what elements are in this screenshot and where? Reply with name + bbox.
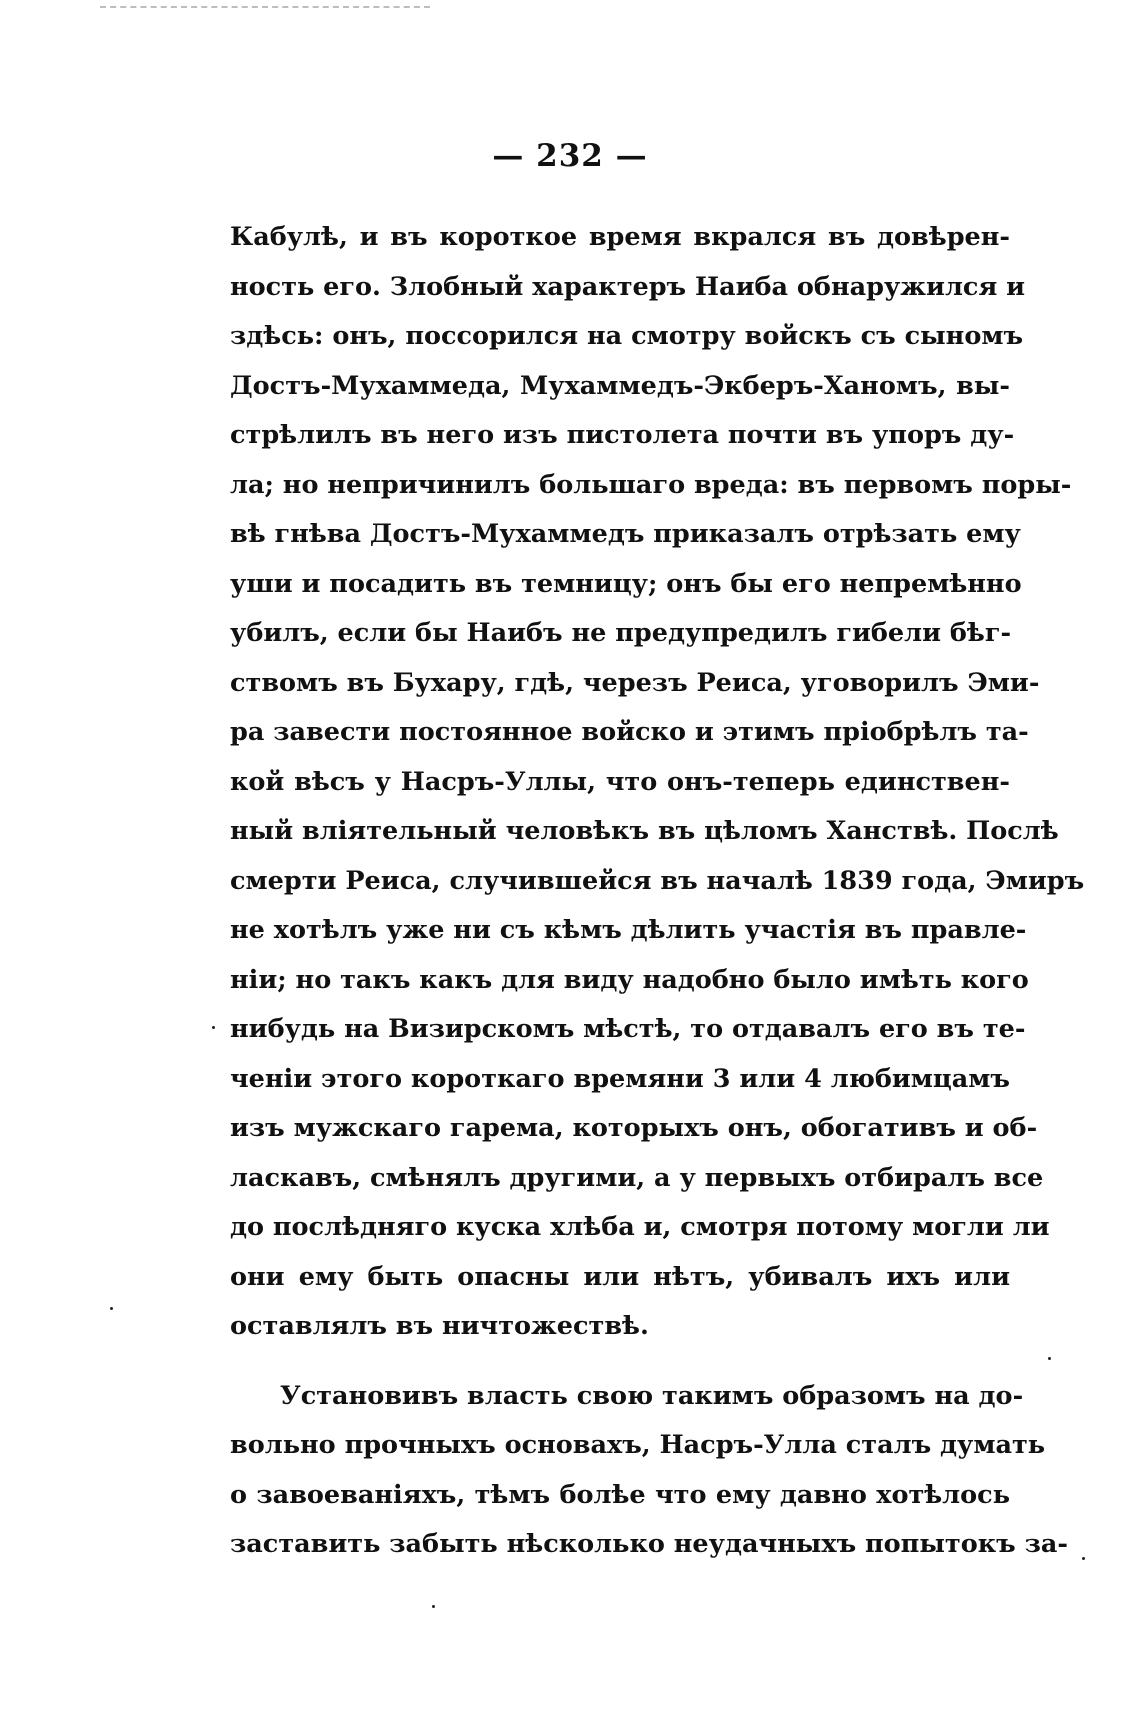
top-edge-rule	[100, 6, 430, 8]
print-speck	[432, 1605, 435, 1608]
text-line: Кабулѣ, и въ короткое время вкрался въ довѣрен-	[230, 222, 1010, 252]
paragraph	[230, 213, 1085, 1352]
text-line: не хотѣлъ уже ни съ кѣмъ дѣлить участія въ правле-	[230, 915, 1027, 945]
text-line: уши и посадить въ темницу; онъ бы его непремѣнно	[230, 568, 1022, 599]
text-line: изъ мужскаго гарема, которыхъ онъ, обогативъ и об-	[230, 1113, 1038, 1143]
text-line: вольно прочныхъ основахъ, Насръ-Улла сталъ думать	[230, 1430, 1046, 1460]
text-line: до послѣдняго куска хлѣба и, смотря потому могли ли	[230, 1212, 1050, 1242]
text-line: ность его. Злобный характеръ Наиба обнаружился и	[230, 271, 1026, 302]
print-speck	[110, 1307, 113, 1310]
text-line: смерти Реиса, случившейся въ началѣ 1839 года, Эмиръ	[230, 865, 1085, 896]
text-line: Установивъ власть свою такимъ образомъ на до-	[280, 1380, 1024, 1411]
text-line: ствомъ въ Бухару, гдѣ, черезъ Реиса, уговорилъ Эми-	[230, 667, 1040, 698]
text-line: нибудь на Визирскомъ мѣстѣ, то отдавалъ его въ те-	[230, 1014, 1026, 1044]
text-line: ласкавъ, смѣнялъ другими, а у первыхъ отбиралъ все	[230, 1162, 1044, 1193]
text-line: здѣсь: онъ, поссорился на смотру войскъ съ сыномъ	[230, 321, 1024, 351]
paragraph-gap	[230, 1352, 1010, 1372]
body-text	[230, 213, 1085, 1570]
text-line: Достъ-Мухаммеда, Мухаммедъ-Экберъ-Ханомъ, вы-	[230, 370, 1010, 401]
text-line: ра завести постоянное войско и этимъ пріобрѣлъ та-	[230, 717, 1029, 747]
text-line: ла; но непричинилъ большаго вреда: въ первомъ поры-	[230, 469, 1072, 500]
text-line: о завоеваніяхъ, тѣмъ болѣе что ему давно хотѣлось	[230, 1479, 1010, 1510]
text-line: кой вѣсъ у Насръ-Уллы, что онъ-теперь единствен-	[230, 766, 1010, 797]
text-line: убилъ, если бы Наибъ не предупредилъ гибели бѣг-	[230, 618, 1012, 648]
print-speck	[1082, 1557, 1085, 1560]
text-line: стрѣлилъ въ него изъ пистолета почти въ упоръ ду-	[230, 420, 1015, 450]
text-line: оставлялъ въ ничтожествѣ.	[230, 1311, 649, 1341]
page-number: — 232 —	[492, 138, 648, 174]
print-speck	[212, 1026, 215, 1029]
text-line: ный вліятельный человѣкъ въ цѣломъ Ханствѣ. Послѣ	[230, 816, 1059, 846]
text-line: они ему быть опасны или нѣтъ, убивалъ ихъ или	[230, 1261, 1010, 1292]
paragraph	[230, 1372, 1068, 1570]
text-line: ченіи этого короткаго времяни 3 или 4 любимцамъ	[230, 1063, 1010, 1094]
text-line: ніи; но такъ какъ для виду надобно было имѣть кого	[230, 964, 1029, 995]
text-line: вѣ гнѣва Достъ-Мухаммедъ приказалъ отрѣзать ему	[230, 519, 1021, 549]
print-speck	[1048, 1357, 1051, 1360]
text-line: заставить забыть нѣсколько неудачныхъ попытокъ за-	[230, 1529, 1068, 1559]
